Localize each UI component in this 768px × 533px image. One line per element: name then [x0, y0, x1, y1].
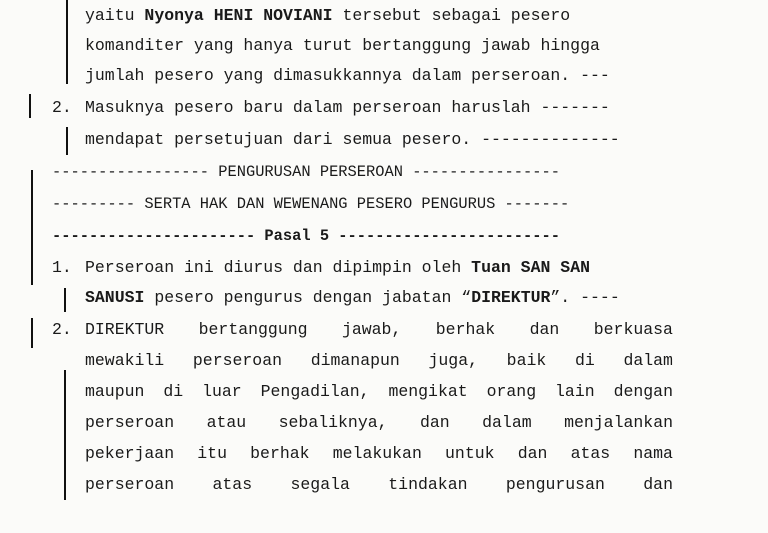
document-line: maupun di luar Pengadilan, mengikat orang lain dengan [85, 382, 673, 401]
document-line: jumlah pesero yang dimasukkannya dalam perseroan. --- [85, 66, 610, 85]
document-line: SANUSI pesero pengurus dengan jabatan “DIREKTUR”. ---- [85, 288, 620, 307]
document-line: mendapat persetujuan dari semua pesero. -------------- [85, 130, 620, 149]
document-line: komanditer yang hanya turut bertanggung jawab hingga [85, 36, 600, 55]
document-line: perseroan atas segala tindakan pengurusan dan [85, 475, 673, 494]
document-line: pekerjaan itu berhak melakukan untuk dan atas nama [85, 444, 673, 463]
section-heading: --------- SERTA HAK DAN WEWENANG PESERO PENGURUS ------- [52, 195, 570, 213]
list-item: 2. Masuknya pesero baru dalam perseroan haruslah ------- [52, 98, 610, 117]
list-item: 1. Perseroan ini diurus dan dipimpin oleh Tuan SAN SAN [52, 258, 590, 277]
list-item: 2. DIREKTUR bertanggung jawab, berhak dan berkuasa [52, 320, 673, 339]
document-line: perseroan atau sebaliknya, dan dalam menjalankan [85, 413, 673, 432]
article-heading: ---------------------- Pasal 5 ------------------------ [52, 227, 560, 245]
document-line: mewakili perseroan dimanapun juga, baik di dalam [85, 351, 673, 370]
document-line: yaitu Nyonya HENI NOVIANI tersebut sebagai pesero [85, 6, 571, 25]
section-heading: ----------------- PENGURUSAN PERSEROAN ---------------- [52, 163, 560, 181]
